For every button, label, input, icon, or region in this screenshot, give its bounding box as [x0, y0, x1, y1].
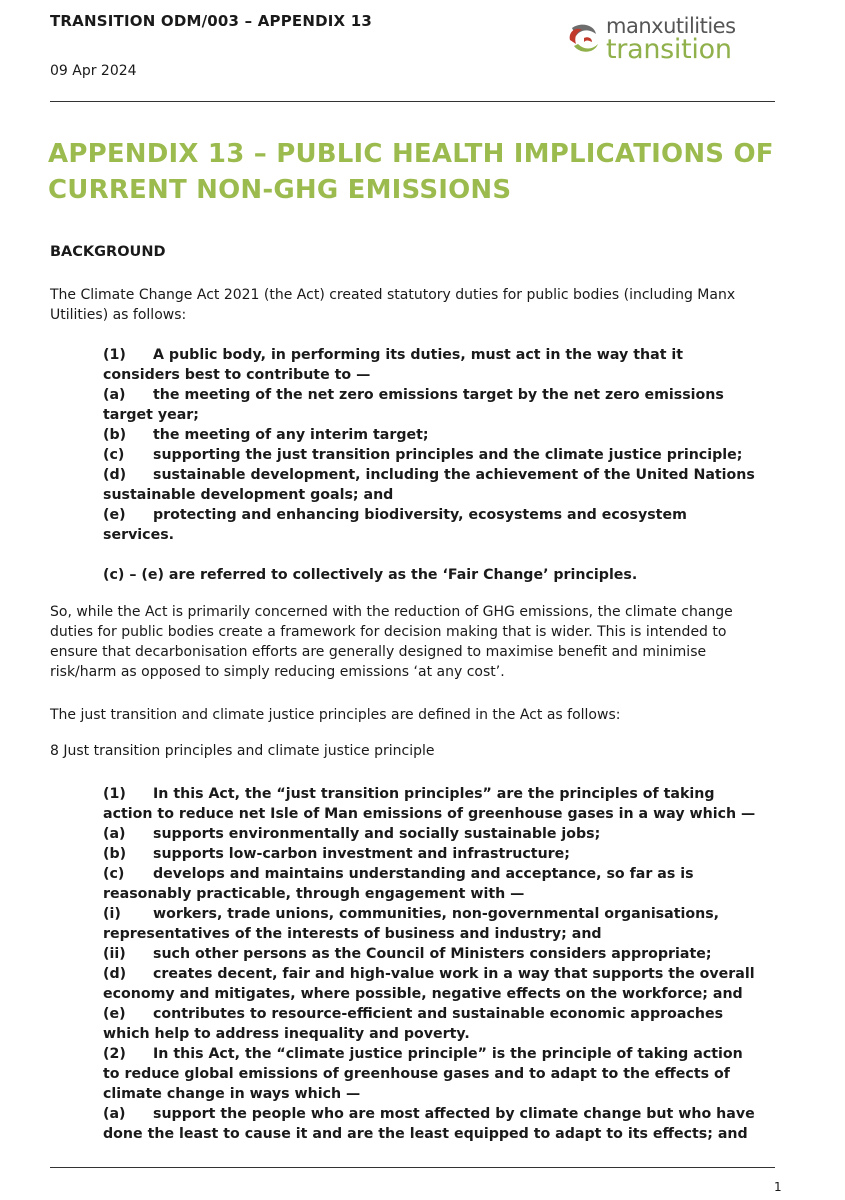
quote-line	[103, 964, 763, 984]
intro-paragraph	[50, 285, 780, 325]
quote-line	[103, 944, 763, 964]
clause-text: creates decent, fair and high-value work in a way that supports the overall	[153, 966, 755, 982]
quote-line: target year;	[103, 407, 199, 423]
clause-text: supports environmentally and socially sustainable jobs;	[153, 826, 601, 842]
manx-utilities-swirl-icon	[566, 20, 604, 60]
quote-line: services.	[103, 527, 175, 543]
clause-tag: (ii)	[103, 946, 126, 962]
section-subheading: 8 Just transition principles and climate justice principle	[50, 743, 435, 759]
quote-line: to reduce global emissions of greenhouse gases and to adapt to the effects of	[103, 1066, 730, 1082]
clause-tag: (a)	[103, 826, 126, 842]
clause-text: sustainable development, including the achievement of the United Nations	[153, 467, 755, 483]
text-line: duties for public bodies create a framework for decision making that is wider. This is intended to	[50, 624, 727, 640]
clause-text: In this Act, the “just transition principles” are the principles of taking	[153, 786, 715, 802]
logo-wordmark-bottom: transition	[606, 34, 732, 65]
quote-line: representatives of the interests of business and industry; and	[103, 926, 602, 942]
clause-text: In this Act, the “climate justice principle” is the principle of taking action	[153, 1046, 743, 1062]
clause-text: develops and maintains understanding and acceptance, so far as is	[153, 866, 694, 882]
quote-line	[103, 465, 763, 485]
clause-text: A public body, in performing its duties, must act in the way that it	[153, 347, 684, 363]
clause-tag: (i)	[103, 906, 121, 922]
body-paragraph	[50, 602, 780, 682]
clause-tag: (1)	[103, 786, 126, 802]
quote-line	[103, 784, 763, 804]
quote-line	[103, 864, 763, 884]
clause-tag: (e)	[103, 507, 126, 523]
text-line: risk/harm as opposed to simply reducing emissions ‘at any cost’.	[50, 664, 505, 680]
text-line: The Climate Change Act 2021 (the Act) created statutory duties for public bodies (including Manx	[50, 287, 736, 303]
section-heading: BACKGROUND	[50, 244, 166, 260]
quote-line: sustainable development goals; and	[103, 487, 394, 503]
quote-line	[103, 505, 763, 525]
quote-line	[103, 824, 763, 844]
title-line: CURRENT NON-GHG EMISSIONS	[48, 175, 512, 205]
quote-line	[103, 385, 763, 405]
fair-change-note: (c) – (e) are referred to collectively as the ‘Fair Change’ principles.	[103, 567, 638, 583]
quote-line: considers best to contribute to —	[103, 367, 371, 383]
document-date: 09 Apr 2024	[50, 63, 137, 79]
clause-tag: (d)	[103, 966, 127, 982]
clause-tag: (c)	[103, 447, 125, 463]
clause-tag: (a)	[103, 387, 126, 403]
clause-tag: (c)	[103, 866, 125, 882]
quote-line	[103, 1104, 763, 1124]
clause-text: workers, trade unions, communities, non-governmental organisations,	[153, 906, 720, 922]
quote-line	[103, 345, 763, 365]
quote-line	[103, 1044, 763, 1064]
quote-line	[103, 904, 763, 924]
clause-text: contributes to resource-efficient and sustainable economic approaches	[153, 1006, 724, 1022]
duties-quote	[103, 345, 763, 545]
page-number: 1	[774, 1180, 782, 1194]
footer-divider	[50, 1167, 775, 1168]
quote-line	[103, 425, 763, 445]
clause-tag: (2)	[103, 1046, 126, 1062]
page-title	[48, 136, 788, 208]
quote-line: economy and mitigates, where possible, negative effects on the workforce; and	[103, 986, 743, 1002]
clause-tag: (1)	[103, 347, 126, 363]
text-line: Utilities) as follows:	[50, 307, 187, 323]
clause-tag: (a)	[103, 1106, 126, 1122]
quote-line: action to reduce net Isle of Man emissions of greenhouse gases in a way which —	[103, 806, 756, 822]
body-paragraph: The just transition and climate justice principles are defined in the Act as follows:	[50, 707, 621, 723]
logo-wordmark-top: manxutilities	[606, 14, 736, 38]
clause-tag: (d)	[103, 467, 127, 483]
quote-line: climate change in ways which —	[103, 1086, 361, 1102]
clause-text: supports low-carbon investment and infrastructure;	[153, 846, 570, 862]
quote-line: reasonably practicable, through engagement with —	[103, 886, 525, 902]
clause-tag: (b)	[103, 427, 127, 443]
manx-utilities-logo	[566, 14, 776, 66]
clause-text: the meeting of any interim target;	[153, 427, 429, 443]
quote-line	[103, 844, 763, 864]
clause-tag: (e)	[103, 1006, 126, 1022]
clause-text: supporting the just transition principles and the climate justice principle;	[153, 447, 743, 463]
document-reference: TRANSITION ODM/003 – APPENDIX 13	[50, 12, 373, 30]
clause-text: protecting and enhancing biodiversity, ecosystems and ecosystem	[153, 507, 687, 523]
text-line: So, while the Act is primarily concerned with the reduction of GHG emissions, the climate change	[50, 604, 733, 620]
clause-text: support the people who are most affected by climate change but who have	[153, 1106, 755, 1122]
quote-line	[103, 445, 763, 465]
clause-tag: (b)	[103, 846, 127, 862]
clause-text: the meeting of the net zero emissions target by the net zero emissions	[153, 387, 724, 403]
text-line: ensure that decarbonisation efforts are generally designed to maximise benefit and minimise	[50, 644, 707, 660]
clause-text: such other persons as the Council of Ministers considers appropriate;	[153, 946, 712, 962]
quote-line: which help to address inequality and poverty.	[103, 1026, 470, 1042]
quote-line: done the least to cause it and are the least equipped to adapt to its effects; and	[103, 1126, 748, 1142]
title-line: APPENDIX 13 – PUBLIC HEALTH IMPLICATIONS OF	[48, 139, 774, 169]
quote-line	[103, 1004, 763, 1024]
principles-quote	[103, 784, 763, 1144]
header-divider	[50, 101, 775, 102]
